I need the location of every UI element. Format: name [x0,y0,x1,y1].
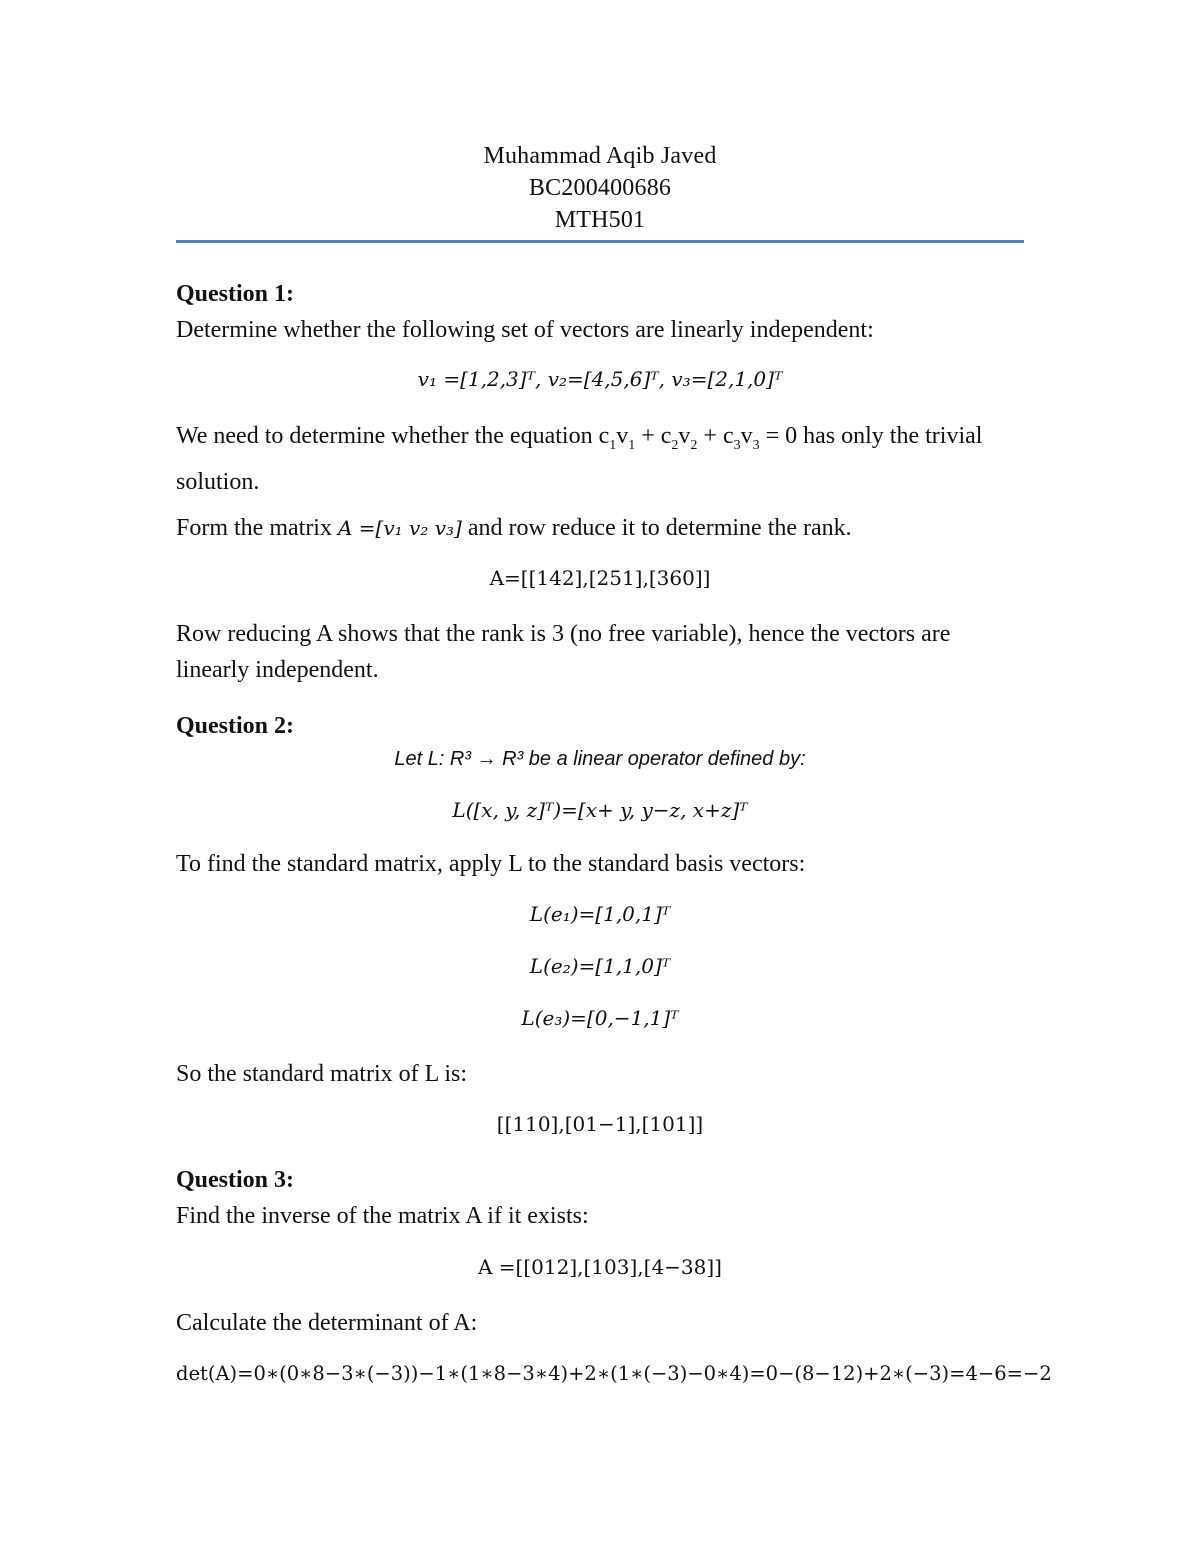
subscript: 1 [628,437,636,453]
subscript: 2 [690,437,698,453]
question-3-det-label: Calculate the determinant of A: [176,1310,478,1336]
form-text: Form the matrix [176,515,338,541]
question-1-heading: Question 1: [176,281,295,307]
equation-text-part: v [678,423,691,449]
question-2-definition: Let L: R³ → R³ be a linear operator defined by: [394,748,806,770]
equation-text-part: v [740,423,753,449]
student-id: BC200400686 [528,175,672,201]
question-3-prompt: Find the inverse of the matrix A if it exists: [176,1203,589,1229]
course-code: MTH501 [554,207,646,233]
subscript: 1 [609,437,617,453]
header-divider [176,240,1024,243]
question-3-heading: Question 3: [176,1167,295,1193]
question-3-matrix: A =[[012],[103],[4−38]] [478,1255,722,1279]
basis-image-e1: L(e₁)=[1,0,1]ᵀ [529,902,671,926]
equation-text-part: = 0 has only the trivial solution. [176,423,983,495]
equation-text-part: + c [635,423,672,449]
question-2-map: L([x, y, z]ᵀ)=[x+ y, y−z, x+z]ᵀ [452,798,748,822]
question-2-result-label: So the standard matrix of L is: [176,1061,468,1087]
basis-image-e2: L(e₂)=[1,1,0]ᵀ [529,954,671,978]
question-1-equation-text [176,418,1024,500]
equation-text-part: We need to determine whether the equation c [176,423,610,449]
question-1-prompt: Determine whether the following set of vectors are linearly independent: [176,317,874,343]
question-2-instruction: To find the standard matrix, apply L to the standard basis vectors: [176,851,806,877]
question-2-result-matrix: [[110],[01−1],[101]] [496,1112,704,1136]
question-1-vectors: v₁ =[1,2,3]ᵀ, v₂=[4,5,6]ᵀ, v₃=[2,1,0]ᵀ [417,367,783,391]
author-name: Muhammad Aqib Javed [483,143,717,169]
subscript: 2 [671,437,679,453]
subscript: 3 [752,437,760,453]
equation-text-part: + c [697,423,734,449]
document-header [0,140,1200,236]
question-3-determinant: det(A)=0∗(0∗8−3∗(−3))−1∗(1∗8−3∗4)+2∗(1∗(−3)−0∗4)=0−(8−12)+2∗(−3)=4−6=−2 [176,1362,1052,1385]
question-1-conclusion: Row reducing A shows that the rank is 3 (no free variable), hence the vectors are linearly independent. [176,621,951,683]
form-math: A =[v₁ v₂ v₃] [337,516,462,540]
equation-text-part: v [616,423,629,449]
basis-image-e3: L(e₃)=[0,−1,1]ᵀ [521,1006,679,1030]
form-text: and row reduce it to determine the rank. [461,515,852,541]
question-1-form-matrix [176,510,1024,546]
question-1-matrix: A=[[142],[251],[360]] [489,566,711,590]
subscript: 3 [733,437,741,453]
question-2-heading: Question 2: [176,713,295,739]
